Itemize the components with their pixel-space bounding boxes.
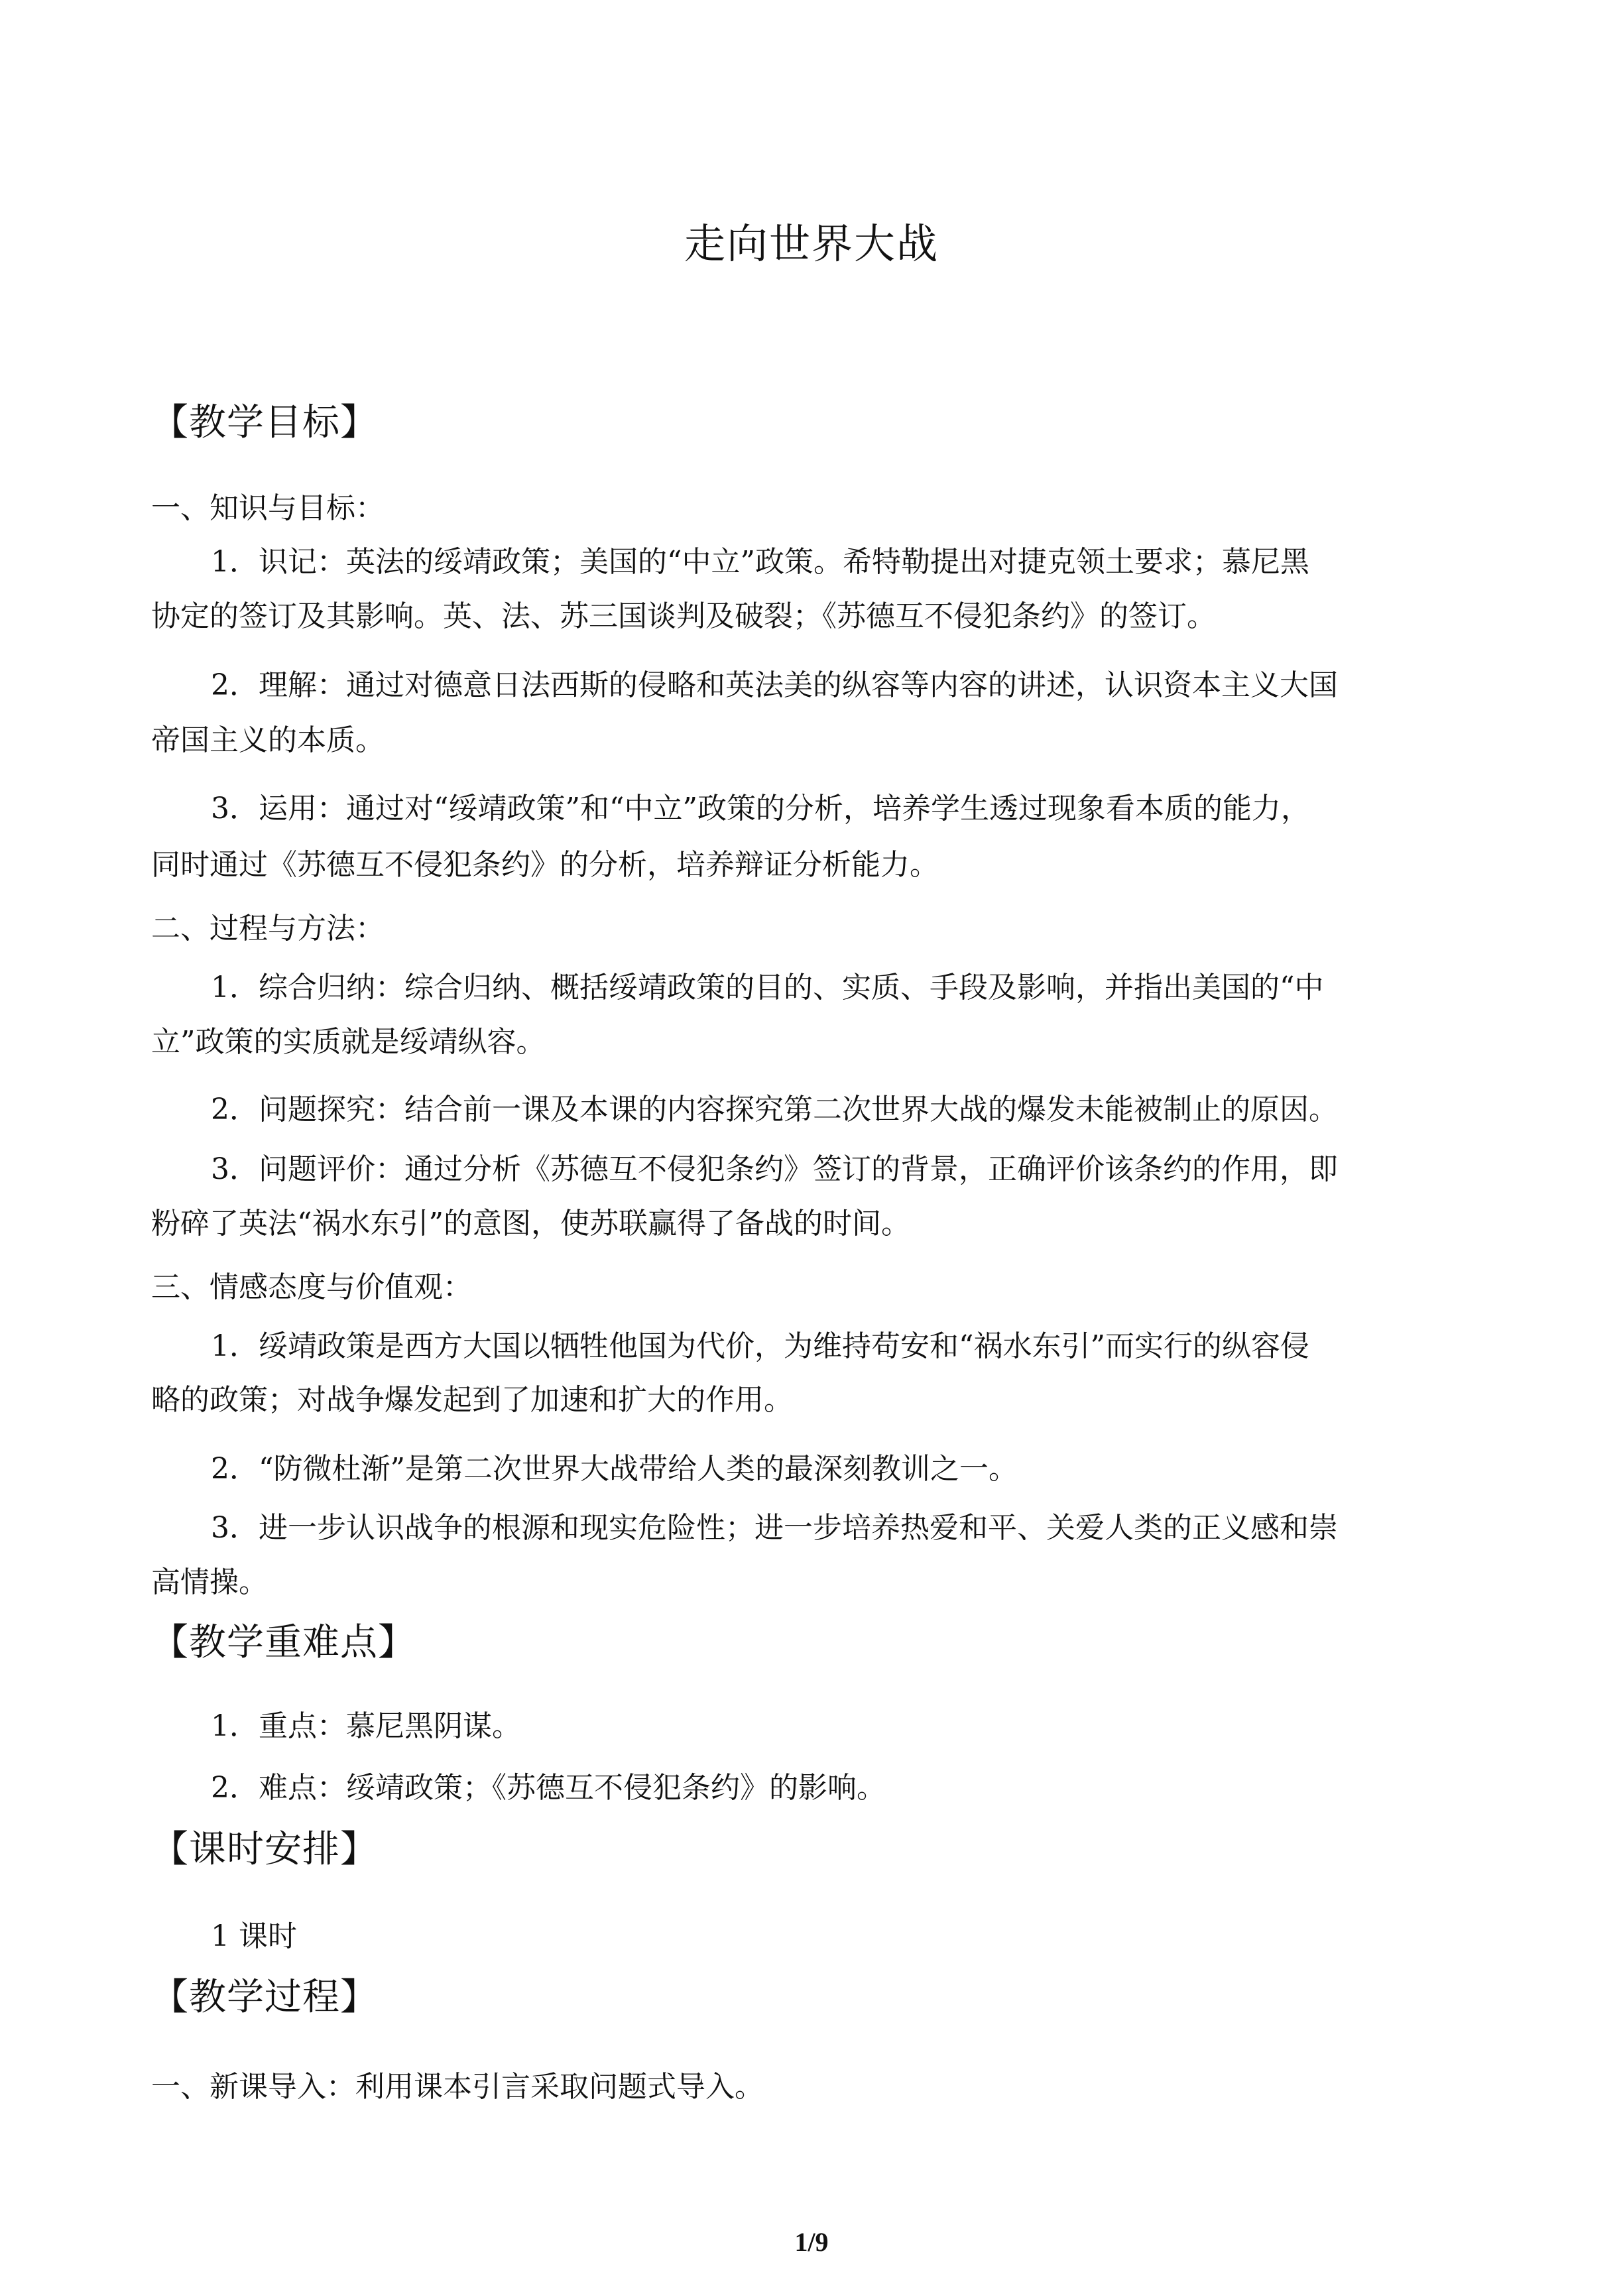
paragraph-line: 3．问题评价：通过分析《苏德互不侵犯条约》签订的背景，正确评价该条约的作用，即 xyxy=(211,1152,1338,1186)
paragraph-line: 协定的签订及其影响。英、法、苏三国谈判及破裂；《苏德互不侵犯条约》的签订。 xyxy=(151,599,1216,633)
knowledge-heading: 一、知识与目标： xyxy=(151,491,385,525)
paragraph-line: 2．“防微杜渐”是第二次世界大战带给人类的最深刻教训之一。 xyxy=(211,1452,1018,1486)
paragraph-line: 同时通过《苏德互不侵犯条约》的分析，培养辩证分析能力。 xyxy=(151,848,939,882)
paragraph-line: 3．运用：通过对“绥靖政策”和“中立”政策的分析，培养学生透过现象看本质的能力， xyxy=(211,792,1310,825)
paragraph-line: 2．问题探究：结合前一课及本课的内容探究第二次世界大战的爆发未能被制止的原因。 xyxy=(211,1093,1338,1126)
paragraph-line: 2．理解：通过对德意日法西斯的侵略和英法美的纵容等内容的讲述，认识资本主义大国 xyxy=(211,668,1338,702)
section-heading-schedule: 【课时安排】 xyxy=(151,1828,378,1871)
paragraph-line: 1．识记：英法的绥靖政策；美国的“中立”政策。希特勒提出对捷克领土要求；慕尼黑 xyxy=(211,545,1309,579)
paragraph-line: 略的政策；对战争爆发起到了加速和扩大的作用。 xyxy=(151,1383,793,1417)
paragraph-line: 立”政策的实质就是绥靖纵容。 xyxy=(151,1025,546,1059)
paragraph-line: 2．难点：绥靖政策；《苏德互不侵犯条约》的影响。 xyxy=(211,1771,886,1805)
values-heading: 三、情感态度与价值观： xyxy=(151,1270,472,1304)
paragraph-line: 1．绥靖政策是西方大国以牺牲他国为代价，为维持苟安和“祸水东引”而实行的纵容侵 xyxy=(211,1329,1309,1363)
paragraph-line: 3．进一步认识战争的根源和现实危险性；进一步培养热爱和平、关爱人类的正义感和崇 xyxy=(211,1511,1338,1545)
section-heading-process: 【教学过程】 xyxy=(151,1976,378,2019)
paragraph-line: 帝国主义的本质。 xyxy=(151,723,385,757)
section-heading-key-points: 【教学重难点】 xyxy=(151,1621,416,1664)
paragraph-line: 1．综合归纳：综合归纳、概括绥靖政策的目的、实质、手段及影响，并指出美国的“中 xyxy=(211,971,1324,1004)
section-heading-objectives: 【教学目标】 xyxy=(151,401,378,444)
page-number: 1/9 xyxy=(794,2227,829,2257)
paragraph-line: 高情操。 xyxy=(151,1565,268,1599)
paragraph-line: 粉碎了英法“祸水东引”的意图，使苏联赢得了备战的时间。 xyxy=(151,1207,910,1240)
schedule-text: 1 课时 xyxy=(211,1919,297,1953)
process-methods-heading: 二、过程与方法： xyxy=(151,912,385,945)
paragraph-line: 1．重点：慕尼黑阴谋。 xyxy=(211,1709,521,1743)
paragraph-line: 一、新课导入：利用课本引言采取问题式导入。 xyxy=(151,2070,764,2104)
document-title: 走向世界大战 xyxy=(684,219,939,268)
